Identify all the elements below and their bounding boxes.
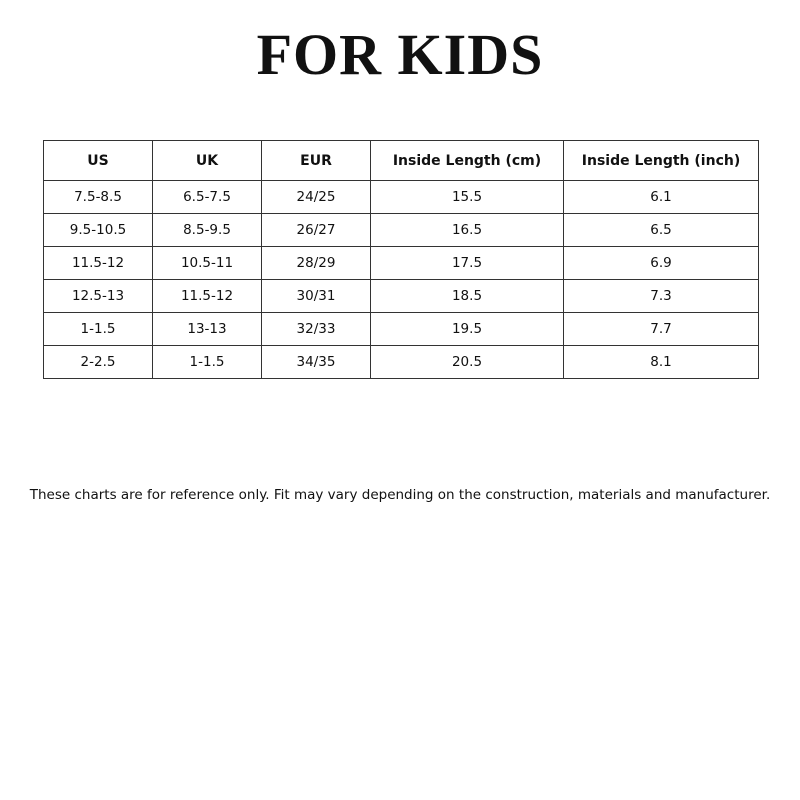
header-eur: EUR [262, 141, 371, 181]
table-row [44, 280, 759, 313]
cell-eur: 32/33 [262, 313, 371, 346]
cell-eur: 24/25 [262, 181, 371, 214]
table-row [44, 247, 759, 280]
cell-eur: 30/31 [262, 280, 371, 313]
cell-us: 12.5-13 [44, 280, 153, 313]
table-row [44, 346, 759, 379]
page-title: FOR KIDS [256, 22, 544, 87]
cell-uk: 1-1.5 [153, 346, 262, 379]
cell-length-inch: 6.5 [564, 214, 759, 247]
cell-length-inch: 7.3 [564, 280, 759, 313]
header-us: US [44, 141, 153, 181]
cell-length-cm: 16.5 [371, 214, 564, 247]
cell-uk: 6.5-7.5 [153, 181, 262, 214]
cell-uk: 11.5-12 [153, 280, 262, 313]
cell-length-cm: 17.5 [371, 247, 564, 280]
cell-length-cm: 15.5 [371, 181, 564, 214]
cell-uk: 13-13 [153, 313, 262, 346]
cell-us: 1-1.5 [44, 313, 153, 346]
table-row [44, 214, 759, 247]
table-row [44, 181, 759, 214]
header-inside-length-inch: Inside Length (inch) [564, 141, 759, 181]
table-header-row [44, 141, 759, 181]
cell-us: 2-2.5 [44, 346, 153, 379]
cell-us: 11.5-12 [44, 247, 153, 280]
header-inside-length-cm: Inside Length (cm) [371, 141, 564, 181]
cell-length-cm: 18.5 [371, 280, 564, 313]
cell-us: 9.5-10.5 [44, 214, 153, 247]
size-chart-table [43, 140, 759, 379]
cell-length-cm: 19.5 [371, 313, 564, 346]
cell-length-inch: 6.9 [564, 247, 759, 280]
header-uk: UK [153, 141, 262, 181]
reference-note: These charts are for reference only. Fit may vary depending on the construction, materials and manufacturer. [29, 487, 771, 503]
cell-length-inch: 7.7 [564, 313, 759, 346]
cell-length-inch: 8.1 [564, 346, 759, 379]
cell-us: 7.5-8.5 [44, 181, 153, 214]
cell-length-inch: 6.1 [564, 181, 759, 214]
table-row [44, 313, 759, 346]
cell-uk: 8.5-9.5 [153, 214, 262, 247]
cell-eur: 26/27 [262, 214, 371, 247]
cell-eur: 34/35 [262, 346, 371, 379]
cell-uk: 10.5-11 [153, 247, 262, 280]
cell-eur: 28/29 [262, 247, 371, 280]
cell-length-cm: 20.5 [371, 346, 564, 379]
